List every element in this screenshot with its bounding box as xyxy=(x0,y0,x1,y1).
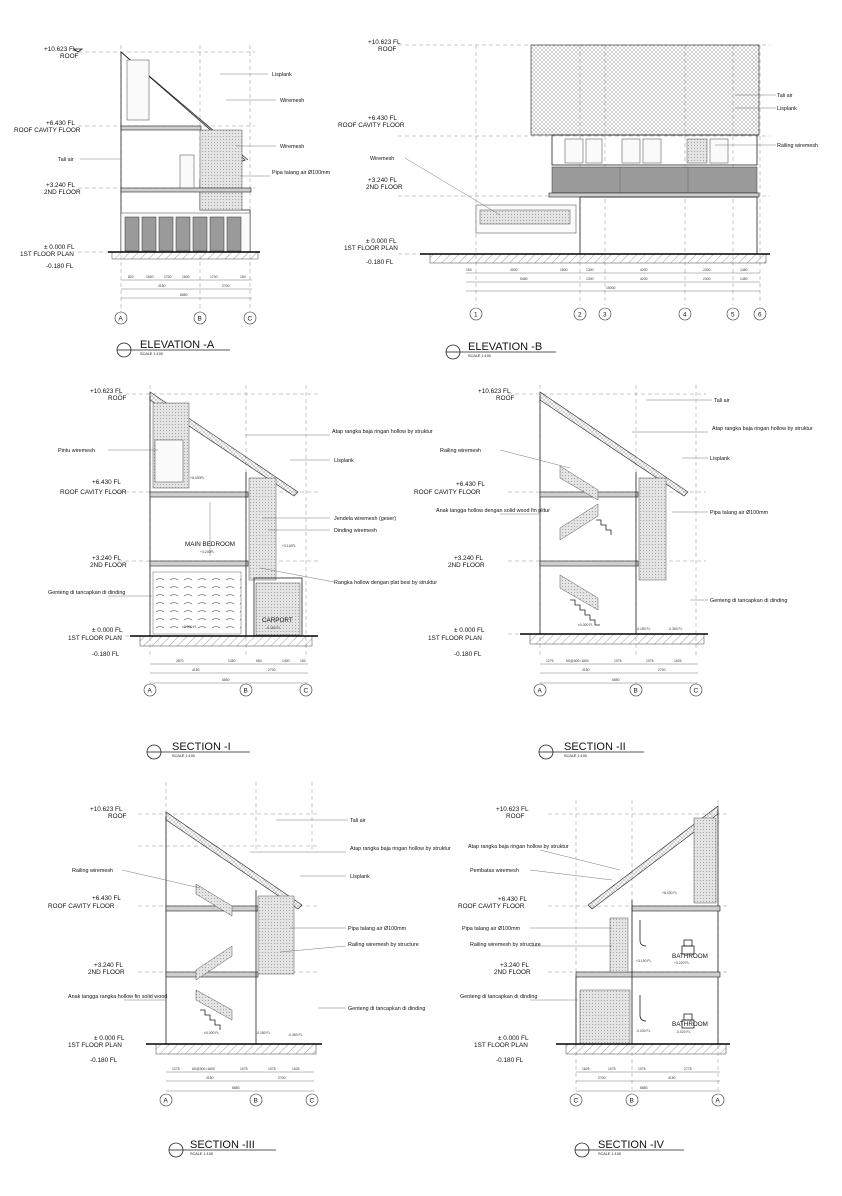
section-1-panel xyxy=(48,385,437,759)
sec1-level-1st xyxy=(68,627,123,642)
sec2-room-lvl: -0.360 FL xyxy=(668,627,683,631)
sec2-grid-c xyxy=(690,684,702,696)
section-4-panel xyxy=(458,800,730,1157)
sec1-dim: 4150 xyxy=(192,668,200,672)
svg-text:+10.623 FL: +10.623 FL xyxy=(368,39,401,46)
sec2-dim: 1275 xyxy=(546,659,554,663)
svg-text:ROOF CAVITY FLOOR: ROOF CAVITY FLOOR xyxy=(414,489,481,496)
svg-text:± 0.000 FL: ± 0.000 FL xyxy=(454,627,485,634)
sec1-title-block xyxy=(147,741,250,759)
svg-text:ROOF: ROOF xyxy=(378,46,397,53)
sec3-dim: 1275 xyxy=(172,1067,180,1071)
sec3-title: SECTION -III xyxy=(190,1139,255,1151)
svg-text:+3.240 FL: +3.240 FL xyxy=(368,177,397,184)
section-2-panel xyxy=(414,385,813,759)
svg-text:+10.623 FL: +10.623 FL xyxy=(44,46,77,53)
svg-text:ROOF: ROOF xyxy=(496,395,515,402)
sec4-note: Genteng di tancapkan di dinding xyxy=(460,994,538,1000)
sec2-dim: 2700 xyxy=(658,668,666,672)
svg-text:2ND FLOOR: 2ND FLOOR xyxy=(494,969,531,976)
svg-text:A: A xyxy=(715,1097,720,1105)
sec3-level-1st xyxy=(68,1035,125,1049)
sec4-note: Pembatas wiremesh xyxy=(470,868,519,874)
sec1-grid-b xyxy=(240,684,252,696)
elev-a-note: Tali air xyxy=(58,157,74,163)
svg-text:± 0.000 FL: ± 0.000 FL xyxy=(498,1035,529,1042)
sec4-level-2nd xyxy=(494,962,531,976)
sec3-note: Railing wiremesh xyxy=(72,868,114,874)
sec4-dim: 2700 xyxy=(598,1076,606,1080)
sec2-note: Anak tangga hollow dengan solid wood fin plitur xyxy=(436,508,550,514)
sec4-level-cavity xyxy=(458,896,527,910)
sec4-room-lvl: +6.430 FL xyxy=(662,891,678,895)
elev-b-upper-windows xyxy=(565,139,728,163)
sec3-note: Pipa talang air Ø100mm xyxy=(348,926,407,932)
svg-text:B: B xyxy=(253,1097,258,1105)
sec3-note: Tali air xyxy=(350,818,366,824)
sec2-title-block xyxy=(539,741,644,759)
svg-text:1ST FLOOR PLAN: 1ST FLOOR PLAN xyxy=(68,635,122,642)
elev-b-note: Wiremesh xyxy=(370,156,395,162)
sec4-grid-b xyxy=(626,1094,638,1106)
elev-b-level-roof xyxy=(368,39,401,53)
elev-b-note: Railing wiremesh xyxy=(777,143,819,149)
sec4-dim: 1625 xyxy=(582,1067,590,1071)
svg-text:+3.240 FL: +3.240 FL xyxy=(94,962,123,969)
sec3-note: Atap rangka baja ringan hollow by struktur xyxy=(350,846,451,852)
svg-text:2ND FLOOR: 2ND FLOOR xyxy=(448,562,485,569)
sec1-level-cavity xyxy=(60,479,127,496)
elevation-b-panel xyxy=(338,39,818,359)
svg-text:4: 4 xyxy=(683,311,687,319)
sec2-dim: 6S@300=1800 xyxy=(566,659,589,663)
sec4-room-lvl: +3.220 FL xyxy=(674,961,690,965)
svg-text:C: C xyxy=(309,1097,315,1105)
elev-b-grid-1 xyxy=(470,308,482,320)
sec1-dim: 6850 xyxy=(222,678,230,682)
sec1-room-carport: CARPORT xyxy=(262,617,293,624)
svg-text:1ST FLOOR PLAN: 1ST FLOOR PLAN xyxy=(68,1042,122,1049)
sec3-room-lvl: -0.180 FL xyxy=(256,1031,271,1035)
sec3-dim: 4150 xyxy=(206,1076,214,1080)
sec3-dim: 2700 xyxy=(278,1076,286,1080)
elev-a-dim: 150 xyxy=(240,275,246,279)
elev-b-dim: 15000 xyxy=(606,286,616,290)
svg-text:B: B xyxy=(197,315,202,323)
elev-a-dim: 1600 xyxy=(182,275,190,279)
sec2-note: Pipa talang air Ø100mm xyxy=(710,510,769,516)
sec2-room-lvl: ±0.000 FL xyxy=(578,623,594,627)
svg-text:2ND FLOOR: 2ND FLOOR xyxy=(366,184,403,191)
svg-text:2ND FLOOR: 2ND FLOOR xyxy=(90,562,127,569)
sec1-note: Genteng di tancapkan di dinding xyxy=(48,590,126,596)
sec1-level-ground: -0.180 FL xyxy=(92,651,120,658)
sec1-title: SECTION -I xyxy=(172,741,231,753)
sec2-note: Tali air xyxy=(714,398,730,404)
svg-text:± 0.000 FL: ± 0.000 FL xyxy=(94,1035,125,1042)
elev-b-title: ELEVATION -B xyxy=(468,341,543,353)
sec1-level-roof xyxy=(90,388,127,402)
svg-text:A: A xyxy=(537,687,542,695)
sec4-note: Railing wiremesh by structure xyxy=(470,942,541,948)
sec3-note: Anak tangga rangka hollow fin solid wood xyxy=(68,994,168,1000)
sec3-note: Genteng di tancapkan di dinding xyxy=(348,1006,426,1012)
elev-b-level-2nd xyxy=(366,177,403,191)
sec3-dim: 1625 xyxy=(292,1067,300,1071)
svg-text:ROOF: ROOF xyxy=(60,53,79,60)
elev-a-level-ground: -0.180 FL xyxy=(46,263,74,270)
svg-text:A: A xyxy=(163,1097,168,1105)
svg-text:C: C xyxy=(573,1097,579,1105)
svg-text:± 0.000 FL: ± 0.000 FL xyxy=(44,244,75,251)
sec1-dim: 650 xyxy=(256,659,262,663)
sec2-dim: 6850 xyxy=(612,678,620,682)
sec3-room-lvl: -0.360 FL xyxy=(288,1033,303,1037)
elev-b-title-block xyxy=(446,341,556,359)
sec1-grid-c xyxy=(300,684,312,696)
sec1-room-main-bedroom: MAIN BEDROOM xyxy=(185,541,236,548)
svg-text:ROOF CAVITY FLOOR: ROOF CAVITY FLOOR xyxy=(338,122,405,129)
elev-a-grid-c xyxy=(244,312,256,324)
sec3-grid-c xyxy=(306,1094,318,1106)
svg-text:+6.430 FL: +6.430 FL xyxy=(92,479,121,486)
elev-b-dim: 2400 xyxy=(703,277,711,281)
elev-a-note: Wiremesh xyxy=(280,144,305,150)
svg-text:1ST FLOOR PLAN: 1ST FLOOR PLAN xyxy=(474,1042,528,1049)
elev-b-dim: 1450 xyxy=(740,268,748,272)
sec1-scale: SCALE 1:100 xyxy=(172,754,196,758)
sec4-dim: 1075 xyxy=(638,1067,646,1071)
sec1-dim: 1350 xyxy=(228,659,236,663)
sec4-level-roof xyxy=(496,806,529,820)
elev-a-dim: 1700 xyxy=(210,275,218,279)
sec1-room-lvl: +3.240FL xyxy=(200,550,215,554)
elev-a-title: ELEVATION -A xyxy=(140,339,215,351)
sec4-grid-c xyxy=(570,1094,582,1106)
sec4-room-bathroom-upper: BATHROOM xyxy=(672,953,708,960)
sec3-scale: SCALE 1:100 xyxy=(190,1152,214,1156)
sec3-level-2nd xyxy=(88,962,125,976)
svg-text:3: 3 xyxy=(603,311,607,319)
sec1-room-lvl: +3.110FL xyxy=(282,544,297,548)
svg-text:A: A xyxy=(147,687,152,695)
elev-b-grid-2 xyxy=(574,308,586,320)
sec2-scale: SCALE 1:100 xyxy=(564,754,588,758)
sec4-room-lvl: +3.190 FL xyxy=(636,959,652,963)
elev-a-dim: 1600 xyxy=(146,275,154,279)
svg-text:1ST FLOOR PLAN: 1ST FLOOR PLAN xyxy=(20,251,74,258)
sec1-room-lvl: ±0.000 FL xyxy=(182,625,198,629)
sec4-room-lvl: -0.030 FL xyxy=(636,1029,651,1033)
svg-text:± 0.000 FL: ± 0.000 FL xyxy=(366,238,397,245)
svg-text:B: B xyxy=(633,687,638,695)
svg-text:+3.240 FL: +3.240 FL xyxy=(46,182,75,189)
elev-b-dim: 5450 xyxy=(520,277,528,281)
svg-text:+6.430 FL: +6.430 FL xyxy=(46,120,75,127)
svg-text:2ND FLOOR: 2ND FLOOR xyxy=(44,189,81,196)
svg-text:6: 6 xyxy=(758,311,762,319)
svg-text:ROOF: ROOF xyxy=(108,813,127,820)
sec3-room-lvl: ±0.000 FL xyxy=(204,1031,220,1035)
sec4-dim: 6850 xyxy=(640,1086,648,1090)
elev-a-scale: SCALE 1:100 xyxy=(140,352,164,356)
svg-text:C: C xyxy=(247,315,253,323)
svg-text:+6.430 FL: +6.430 FL xyxy=(456,481,485,488)
sec2-note: Genteng di tancapkan di dinding xyxy=(710,598,788,604)
section-3-panel xyxy=(48,782,451,1157)
sec3-note: Railing wiremesh by structure xyxy=(348,942,419,948)
sec1-dim: 2870 xyxy=(176,659,184,663)
svg-text:B: B xyxy=(243,687,248,695)
elev-a-dim: 6850 xyxy=(180,293,188,297)
sec2-dim: 1075 xyxy=(614,659,622,663)
sec2-dim: 1075 xyxy=(646,659,654,663)
sec4-note: Atap rangka baja ringan hollow by struktur xyxy=(468,844,569,850)
sec2-level-ground: -0.180 FL xyxy=(454,651,482,658)
svg-text:+10.623 FL: +10.623 FL xyxy=(90,806,123,813)
sec4-level-ground: -0.180 FL xyxy=(496,1057,524,1064)
elev-a-dim: 1700 xyxy=(164,275,172,279)
elevation-a-panel xyxy=(14,44,331,357)
elev-a-level-cavity xyxy=(14,120,81,134)
sec2-level-2nd xyxy=(448,555,485,569)
elev-a-dim: 4150 xyxy=(158,284,166,288)
elev-b-level-1st xyxy=(344,238,398,252)
sec1-dim: 150 xyxy=(300,659,306,663)
sec2-note: Railing wiremesh xyxy=(440,448,482,454)
sec4-dim: 2775 xyxy=(684,1067,692,1071)
sec3-dim: 6850 xyxy=(232,1086,240,1090)
elev-b-scale: SCALE 1:100 xyxy=(468,354,492,358)
sec2-title: SECTION -II xyxy=(564,741,626,753)
elev-a-dim: 820 xyxy=(128,275,134,279)
sec4-title: SECTION -IV xyxy=(598,1139,665,1151)
svg-text:2: 2 xyxy=(578,311,582,319)
svg-text:B: B xyxy=(629,1097,634,1105)
elev-b-level-cavity xyxy=(338,115,405,129)
sec2-level-roof xyxy=(478,388,515,402)
sec4-dim: 1075 xyxy=(608,1067,616,1071)
svg-text:ROOF CAVITY FLOOR: ROOF CAVITY FLOOR xyxy=(60,489,127,496)
sec2-note: Lisplank xyxy=(710,456,730,462)
svg-text:1ST FLOOR PLAN: 1ST FLOOR PLAN xyxy=(344,245,398,252)
elev-a-level-1st xyxy=(20,244,75,258)
elev-b-note: Tali air xyxy=(777,93,793,99)
svg-text:ROOF: ROOF xyxy=(506,813,525,820)
sec4-room-bathroom-lower: BATHROOM xyxy=(672,1021,708,1028)
elev-b-dim: 4200 xyxy=(640,277,648,281)
svg-text:+3.240 FL: +3.240 FL xyxy=(92,555,121,562)
sec2-room-lvl: -0.180 FL xyxy=(636,627,651,631)
svg-text:1ST FLOOR PLAN: 1ST FLOOR PLAN xyxy=(428,635,482,642)
elev-a-grid-a xyxy=(115,312,127,324)
svg-text:2ND FLOOR: 2ND FLOOR xyxy=(88,969,125,976)
sec1-note: Rangka hollow dengan plat besi by struktur xyxy=(334,580,438,586)
sec2-level-cavity xyxy=(414,481,485,496)
sec4-note: Pipa talang air Ø100mm xyxy=(462,926,521,932)
elev-b-grid-6 xyxy=(754,308,766,320)
sec3-title-block xyxy=(169,1139,276,1157)
elev-b-dim: 1800 xyxy=(560,268,568,272)
elev-b-dim: 4000 xyxy=(510,268,518,272)
sec3-grid-b xyxy=(250,1094,262,1106)
sec2-dim: 1625 xyxy=(674,659,682,663)
elev-a-note: Wiremesh xyxy=(280,98,305,104)
sec1-grid-a xyxy=(144,684,156,696)
elev-a-level-roof xyxy=(44,46,82,60)
elev-b-level-ground: -0.180 FL xyxy=(366,259,394,266)
svg-text:C: C xyxy=(303,687,309,695)
svg-text:+3.240 FL: +3.240 FL xyxy=(500,962,529,969)
svg-text:± 0.000 FL: ± 0.000 FL xyxy=(92,627,123,634)
sec2-note: Atap rangka baja ringan hollow by struktur xyxy=(712,426,813,432)
sec3-level-ground: -0.180 FL xyxy=(90,1057,118,1064)
elev-b-dim: 1450 xyxy=(740,277,748,281)
sec2-stairs xyxy=(560,466,611,625)
elev-b-grid-5 xyxy=(727,308,739,320)
svg-text:+10.623 FL: +10.623 FL xyxy=(496,806,529,813)
elev-b-dim: 1300 xyxy=(586,268,594,272)
elev-b-dim: 150 xyxy=(466,268,472,272)
sec4-level-1st xyxy=(474,1035,529,1049)
sec3-dim: 1075 xyxy=(268,1067,276,1071)
sec4-dim: 4150 xyxy=(668,1076,676,1080)
sec1-level-2nd xyxy=(90,555,127,569)
svg-text:+10.623 FL: +10.623 FL xyxy=(90,388,123,395)
sec3-grid-a xyxy=(160,1094,172,1106)
svg-text:+6.430 FL: +6.430 FL xyxy=(498,896,527,903)
svg-text:ROOF CAVITY FLOOR: ROOF CAVITY FLOOR xyxy=(48,903,115,910)
elev-b-dim: 1300 xyxy=(586,277,594,281)
elev-b-note: Lisplank xyxy=(777,106,797,112)
sec3-level-roof xyxy=(90,806,127,820)
elev-a-title-block xyxy=(117,339,230,357)
svg-text:+6.430 FL: +6.430 FL xyxy=(92,895,121,902)
elev-b-dim: 4200 xyxy=(640,268,648,272)
sec1-dim: 2700 xyxy=(268,668,276,672)
sec1-room-lvl: -0.180 FL xyxy=(266,626,281,630)
svg-text:5: 5 xyxy=(731,311,735,319)
sec3-note: Lisplank xyxy=(350,874,370,880)
elev-a-dim: 2700 xyxy=(222,284,230,288)
sec1-note: Atap rangka baja ringan hollow by struktur xyxy=(332,429,433,435)
elev-b-grid-3 xyxy=(599,308,611,320)
sec4-room-lvl: -0.020 FL xyxy=(676,1030,691,1034)
sec4-scale: SCALE 1:100 xyxy=(598,1152,622,1156)
sec2-level-1st xyxy=(428,627,485,642)
sec2-grid-a xyxy=(534,684,546,696)
sec1-note: Jendela wiremesh (geser) xyxy=(334,516,397,522)
sec4-grid-a xyxy=(712,1094,724,1106)
svg-text:1: 1 xyxy=(474,311,478,319)
elev-b-grid-4 xyxy=(679,308,691,320)
sec3-dim: 1075 xyxy=(240,1067,248,1071)
sec1-note: Pintu wiremesh xyxy=(58,448,95,454)
sec1-room-lvl: +6.430FL xyxy=(190,476,205,480)
svg-text:ROOF: ROOF xyxy=(108,395,127,402)
svg-text:+3.240 FL: +3.240 FL xyxy=(454,555,483,562)
elev-a-garage-panels xyxy=(121,213,250,252)
sec1-note: Dinding wiremesh xyxy=(334,528,377,534)
sec3-dim: 6S@300=1800 xyxy=(192,1067,215,1071)
sec1-note: Lisplank xyxy=(334,458,354,464)
svg-text:ROOF CAVITY FLOOR: ROOF CAVITY FLOOR xyxy=(458,903,525,910)
sec2-dim: 4150 xyxy=(582,668,590,672)
elev-b-dim: 2400 xyxy=(703,268,711,272)
svg-text:A: A xyxy=(118,315,123,323)
svg-text:+6.430 FL: +6.430 FL xyxy=(368,115,397,122)
svg-text:C: C xyxy=(693,687,699,695)
svg-text:ROOF CAVITY FLOOR: ROOF CAVITY FLOOR xyxy=(14,127,81,134)
sec2-grid-b xyxy=(630,684,642,696)
sec1-dim: 1400 xyxy=(282,659,290,663)
elev-a-grid-b xyxy=(194,312,206,324)
sec3-level-cavity xyxy=(48,895,121,910)
svg-text:+10.623 FL: +10.623 FL xyxy=(478,388,511,395)
elev-a-note: Pipa talang air Ø100mm xyxy=(272,170,331,176)
elev-a-note: Lisplank xyxy=(272,72,292,78)
elev-a-level-2nd xyxy=(44,182,81,196)
sec4-title-block xyxy=(575,1139,684,1157)
